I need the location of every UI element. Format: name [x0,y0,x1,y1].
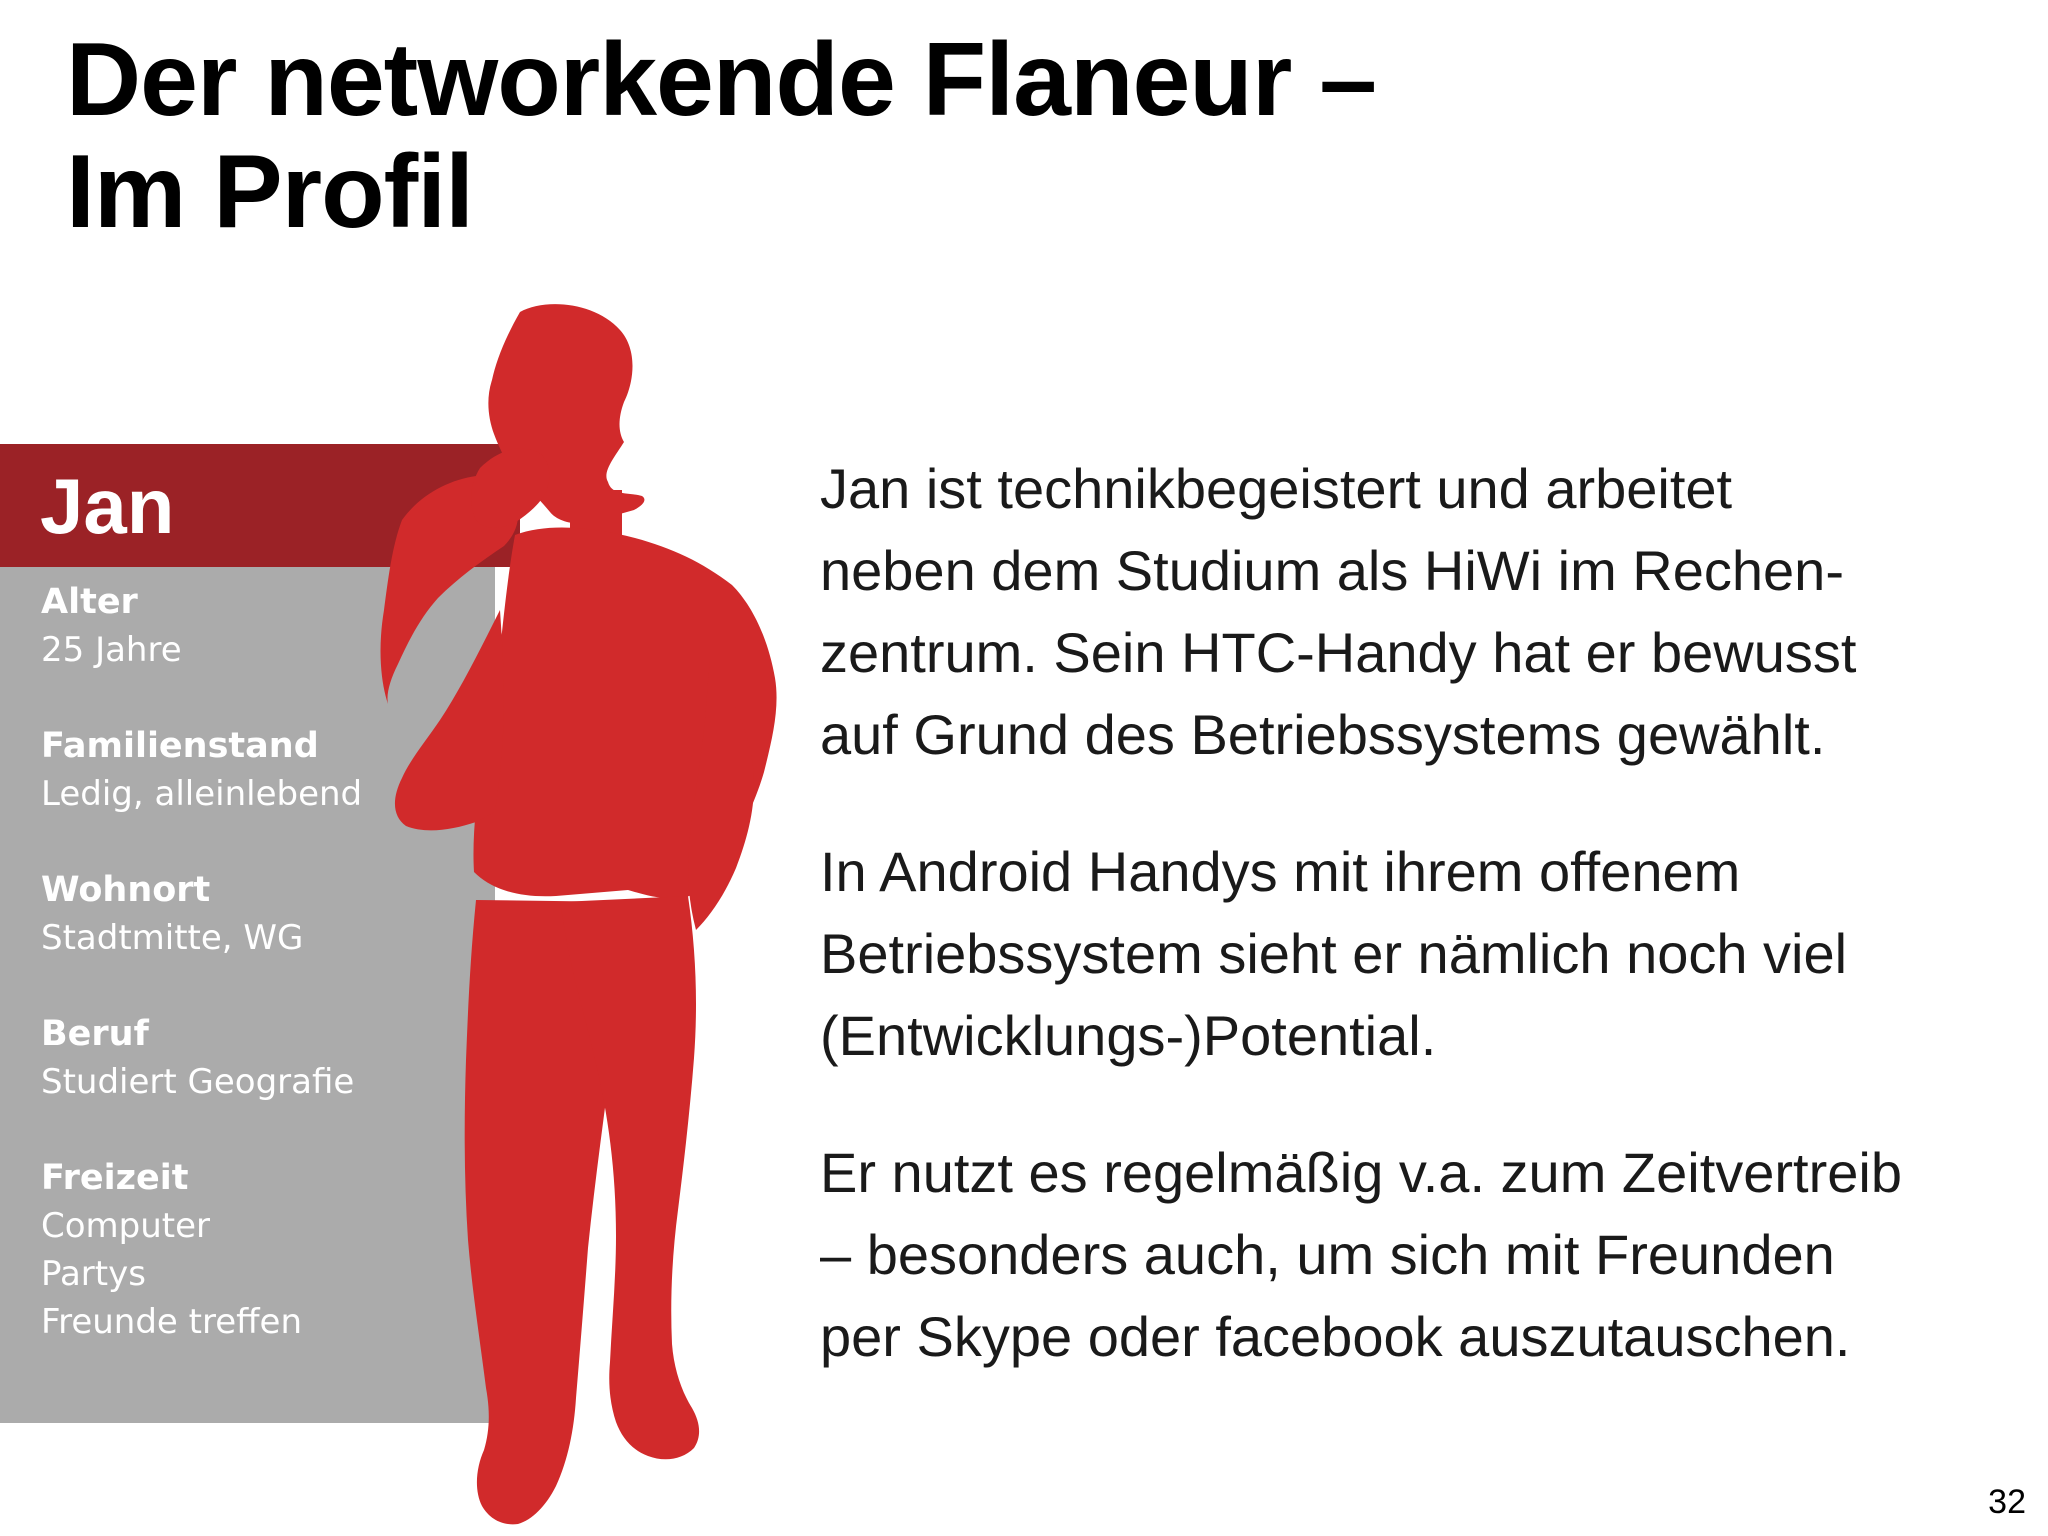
paragraph-1: Jan ist technikbegeistert und arbeitet neben dem Studium als HiWi im Rechen- zentrum. Sein HTC-Handy hat er bewusst auf Grund des Betriebssystems gewählt. [820,457,1857,766]
field-value: Ledig, alleinlebend [41,774,363,814]
field-value: Studiert Geografie [41,1062,355,1102]
slide-title-line-1: Der networkende Flaneur – [66,22,1377,138]
field-value: Stadtmitte, WG [41,918,304,958]
paragraph-3: Er nutzt es regelmäßig v.a. zum Zeitvertreib – besonders auch, um sich mit Freunden per Skype oder facebook auszutauschen. [820,1141,1902,1368]
slide-title-line-2: Im Profil [66,134,474,250]
body-text [820,448,2020,1433]
page-number: 32 [1988,1483,2026,1521]
field-label: Alter [41,582,138,622]
person-on-phone-silhouette-icon [380,300,820,1530]
field-value: Partys [41,1254,146,1294]
paragraph-2: In Android Handys mit ihrem offenem Betriebssystem sieht er nämlich noch viel (Entwicklungs-)Potential. [820,840,1848,1067]
field-label: Wohnort [41,870,211,910]
field-value: Computer [41,1206,211,1246]
field-value: Freunde treffen [41,1302,303,1342]
profile-name: Jan [40,462,175,550]
field-label: Freizeit [41,1158,189,1198]
field-value: 25 Jahre [41,630,182,670]
field-label: Familienstand [41,726,319,766]
slide-title [66,24,1376,248]
field-label: Beruf [41,1014,149,1054]
